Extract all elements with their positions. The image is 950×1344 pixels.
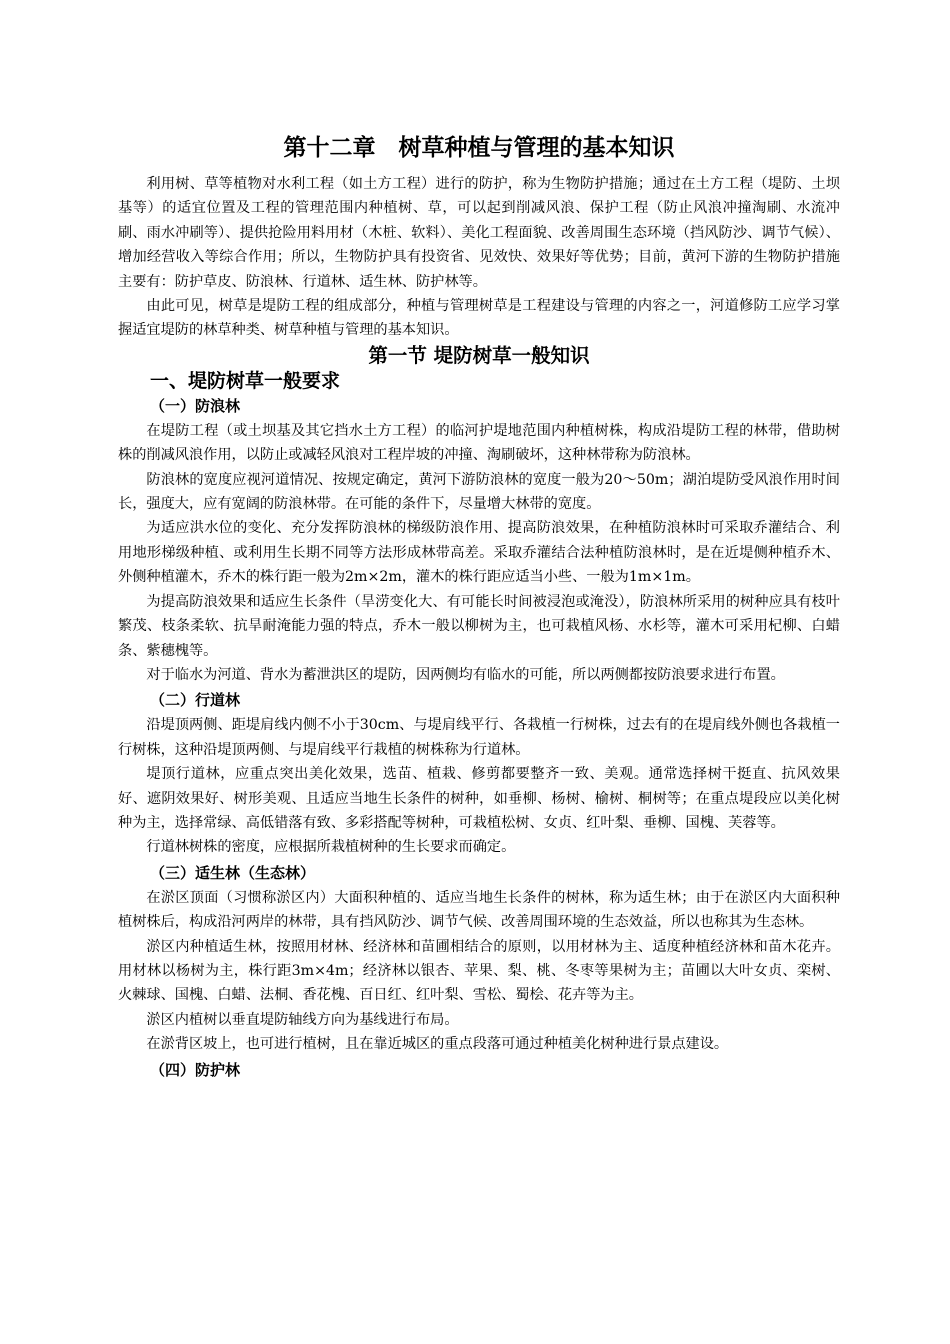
body-paragraph: 沿堤顶两侧、距堤肩线内侧不小于30cm、与堤肩线平行、各栽植一行树株，过去有的在堤肩线外侧也各栽植一行树株，这种沿堤顶两侧、与堤肩线平行栽植的树株称为行道林。 [118,717,840,758]
body-paragraph: 对于临水为河道、背水为蓄泄洪区的堤防，因两侧均有临水的可能，所以两侧都按防浪要求进行布置。 [146,666,785,683]
intro-paragraph: 利用树、草等植物对水利工程（如土方工程）进行的防护，称为生物防护措施；通过在土方工程（堤防、土坝基等）的适宜位置及工程的管理范围内种植树、草，可以起到削减风浪、保护工程（防止风浪冲撞淘刷、水流冲刷、雨水冲刷等）、提供抢险用料用材（木桩、软料）、美化工程面貌、改善周围生态环境（挡风防沙、调节气候）、增加经营收入等综合作用；所以，生物防护具有投资省、见效快、效果好等优势；目前，黄河下游的生物防护措施主要有：防护草皮、防浪林、行道林、适生林、防护林等。 [118,176,840,290]
body-paragraph: 在淤背区坡上，也可进行植树，且在靠近城区的重点段落可通过种植美化树种进行景点建设。 [146,1036,729,1053]
body-paragraph: 防浪林的宽度应视河道情况、按规定确定，黄河下游防浪林的宽度一般为20～50m；湖泊堤防受风浪作用时间长，强度大，应有宽阔的防浪林带。在可能的条件下，尽量增大林带的宽度。 [118,471,840,513]
subheading-fanglanglin: （一）防浪林 [150,396,241,415]
body-paragraph: 淤区内植树以垂直堤防轴线方向为基线进行布局。 [146,1011,459,1028]
body-paragraph: 行道林树株的密度，应根据所栽植树种的生长要求而确定。 [146,839,516,856]
document-page [118,132,840,1083]
section-title: 第一节 堤防树草一般知识 [368,343,590,367]
body-paragraph: 淤区内种植适生林，按照用材林、经济林和苗圃相结合的原则，以用材林为主、适度种植经济林和苗木花卉。用材林以杨树为主，株行距3m×4m；经济林以银杏、苹果、梨、桃、冬枣等果树为主；苗圃以大叶女贞、栾树、火棘球、国槐、白蜡、法桐、香花槐、百日红、红叶梨、雪松、蜀桧、花卉等为主。 [118,938,840,1004]
body-paragraph: 堤顶行道林，应重点突出美化效果，选苗、植栽、修剪都要整齐一致、美观。通常选择树干挺直、抗风效果好、遮阴效果好、树形美观、且适应当地生长条件的树种，如垂柳、杨树、榆树、桐树等；在重点堤段应以美化树种为主，选择常绿、高低错落有致、多彩搭配等树种，可栽植松树、女贞、红叶梨、垂柳、国槐、芙蓉等。 [118,766,840,831]
heading-general-requirements: 一、堤防树草一般要求 [150,369,341,392]
body-paragraph: 为适应洪水位的变化、充分发挥防浪林的梯级防浪作用、提高防浪效果，在种植防浪林时可采取乔灌结合、利用地形梯级种植、或利用生长期不同等方法形成林带高差。采取乔灌结合法种植防浪林时，是在近堤侧种植乔木、外侧种植灌木，乔木的株行距一般为2m×2m，灌木的株行距应适当小些、一般为1m×1m。 [118,520,840,586]
subheading-xingdaolin: （二）行道林 [150,691,241,710]
body-paragraph: 在淤区顶面（习惯称淤区内）大面积种植的、适应当地生长条件的树林，称为适生林；由于在淤区内大面积种植树株后，构成沿河两岸的林带，具有挡风防沙、调节气候、改善周围环境的生态效益，所以也称其为生态林。 [118,889,840,931]
subheading-shishenglin: （三）适生林（生态林） [150,863,316,882]
chapter-title: 第十二章 树草种植与管理的基本知识 [283,135,675,161]
intro-paragraph: 由此可见，树草是堤防工程的组成部分，种植与管理树草是工程建设与管理的内容之一，河道修防工应学习掌握适宜堤防的林草种类、树草种植与管理的基本知识。 [118,298,840,339]
body-paragraph: 在堤防工程（或土坝基及其它挡水土方工程）的临河护堤地范围内种植树株，构成沿堤防工程的林带，借助树株的削减风浪作用，以防止或减轻风浪对工程岸坡的冲撞、淘刷破坏，这种林带称为防浪林。 [118,422,840,464]
body-paragraph: 为提高防浪效果和适应生长条件（旱涝变化大、有可能长时间被浸泡或淹没），防浪林所采用的树种应具有枝叶繁茂、枝条柔软、抗旱耐淹能力强的特点，乔木一般以柳树为主，也可栽植风杨、水杉等，灌木可采用杞柳、白蜡条、紫穗槐等。 [118,593,840,659]
subheading-fanghulin: （四）防护林 [150,1060,241,1079]
